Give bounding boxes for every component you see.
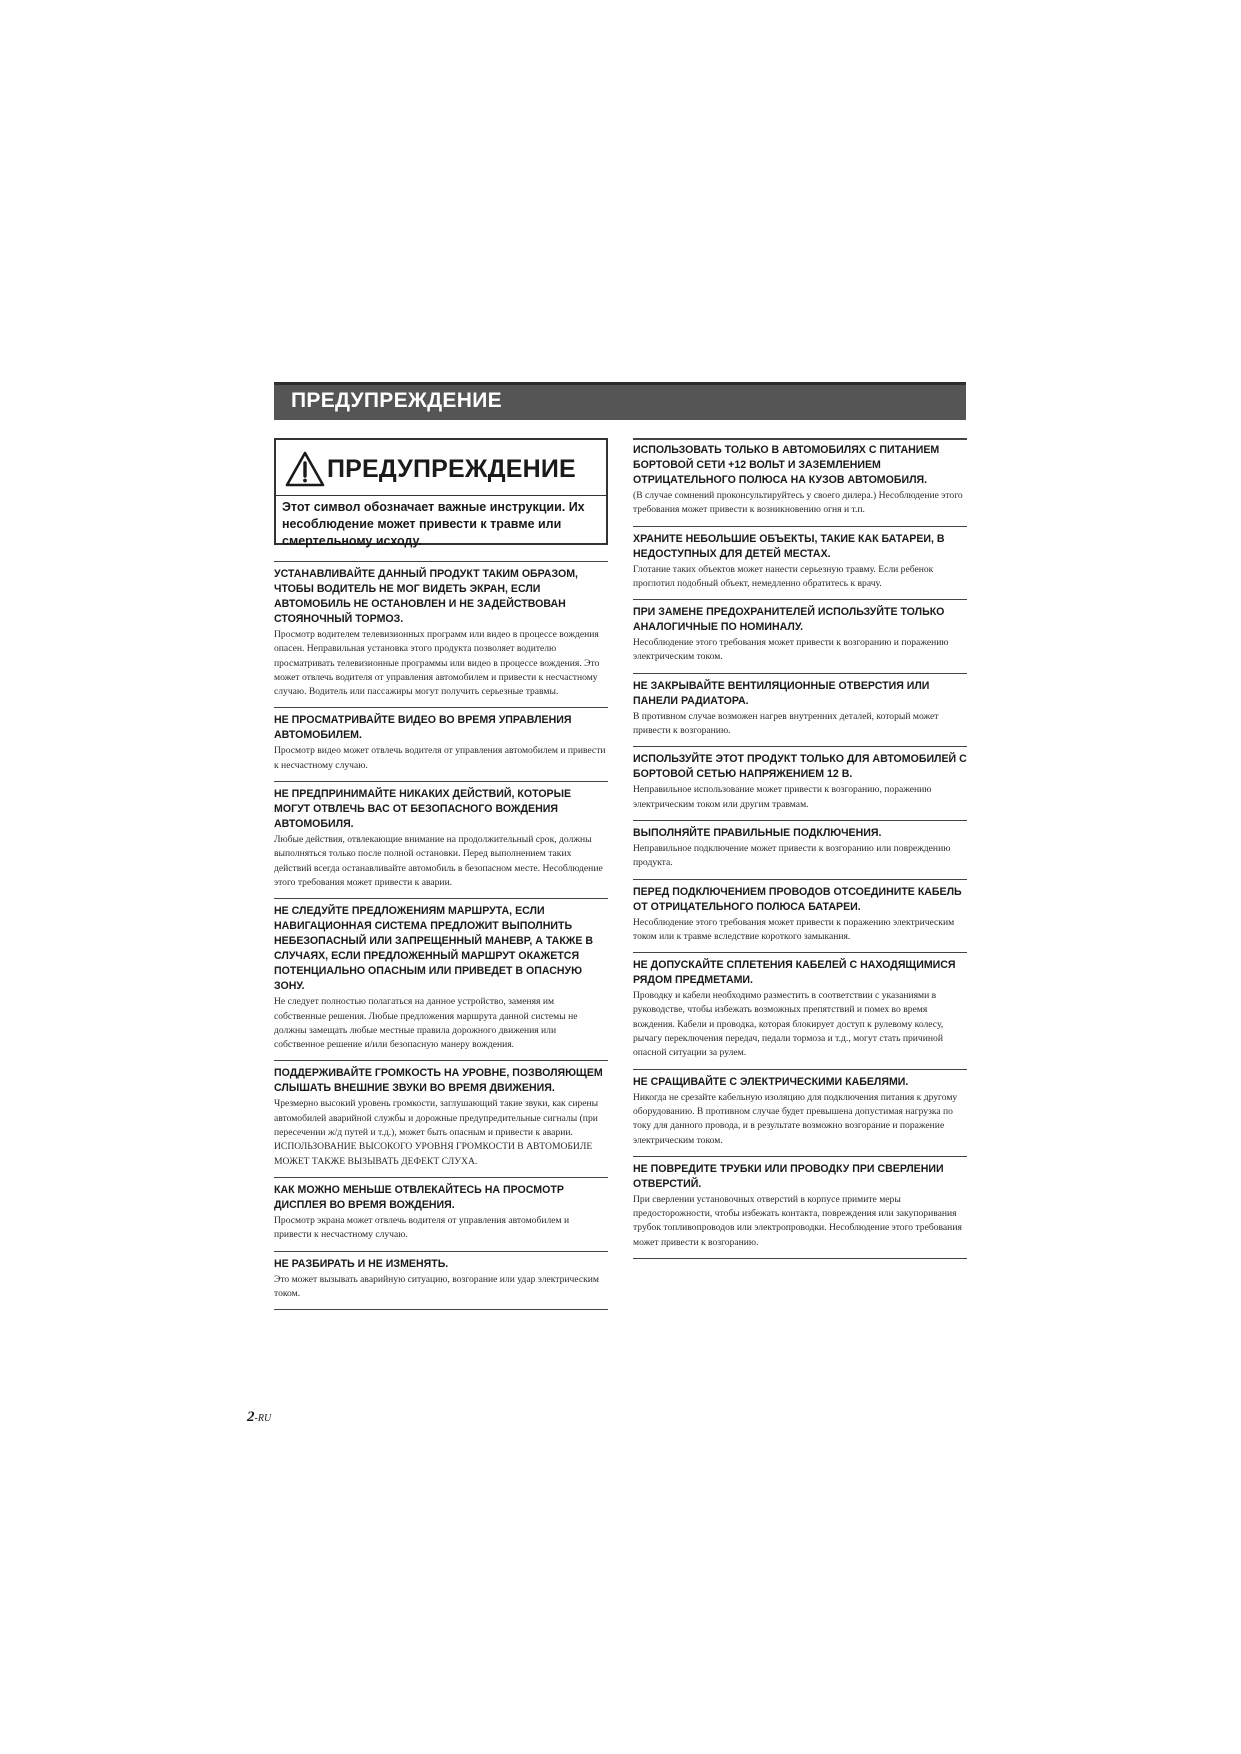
warning-box-text: Этот символ обозначает важные инструкции. Их несоблюдение может привести к травме или смертельному исходу. xyxy=(276,495,606,550)
warning-section xyxy=(633,438,967,526)
section-title: ПОДДЕРЖИВАЙТЕ ГРОМКОСТЬ НА УРОВНЕ, ПОЗВОЛЯЮЩЕМ СЛЫШАТЬ ВНЕШНИЕ ЗВУКИ ВО ВРЕМЯ ДВИЖЕНИЯ. xyxy=(274,1067,603,1095)
section-body: При сверлении установочных отверстий в корпусе примите меры предосторожности, чтобы избежать контакта, повреждения или закупоривания трубок топливопроводов или электропроводки. Несоблюдение этого требования может привести к возгоранию. xyxy=(633,1193,962,1248)
warning-section xyxy=(274,1060,608,1176)
warning-triangle-icon xyxy=(284,450,326,488)
section-body: Никогда не срезайте кабельную изоляцию для подключения питания к другому оборудованию. В противном случае будет превышена допустимая нагрузка по току для данного провода, и в результате возможно возгорание и поражение электрическим током. xyxy=(633,1091,958,1146)
section-body: Не следует полностью полагаться на данное устройство, заменяя им собственные решения. Любые предложения маршрута данной системы не должны замещать любые местные правила дорожного движения или собственное решение и/или безопасную манеру вождения. xyxy=(274,996,578,1051)
section-title: НЕ ПОВРЕДИТЕ ТРУБКИ ИЛИ ПРОВОДКУ ПРИ СВЕРЛЕНИИ ОТВЕРСТИЙ. xyxy=(633,1162,944,1190)
warning-section xyxy=(633,879,967,953)
warning-section xyxy=(633,1156,967,1259)
section-body: Глотание таких объектов может нанести серьезную травму. Если ребенок проглотил подобный объект, немедленно обратитесь к врачу. xyxy=(633,563,934,589)
section-title: ИСПОЛЬЗОВАТЬ ТОЛЬКО В АВТОМОБИЛЯХ С ПИТАНИЕМ БОРТОВОЙ СЕТИ +12 ВОЛЬТ И ЗАЗЕМЛЕНИЕМ ОТРИЦАТЕЛЬНОГО ПОЛЮСА НА КУЗОВ АВТОМОБИЛЯ. xyxy=(633,444,940,486)
warning-section xyxy=(274,1251,608,1311)
section-body: (В случае сомнений проконсультируйтесь у своего дилера.) Несоблюдение этого требования может привести к возникновению огня и т.п. xyxy=(633,490,963,516)
section-body: Это может вызывать аварийную ситуацию, возгорание или удар электрическим током. xyxy=(274,1273,599,1299)
section-title: КАК МОЖНО МЕНЬШЕ ОТВЛЕКАЙТЕСЬ НА ПРОСМОТР ДИСПЛЕЯ ВО ВРЕМЯ ВОЖДЕНИЯ. xyxy=(274,1183,564,1211)
section-title: НЕ СРАЩИВАЙТЕ С ЭЛЕКТРИЧЕСКИМИ КАБЕЛЯМИ. xyxy=(633,1075,909,1088)
section-body: Любые действия, отвлекающие внимание на продолжительный срок, должны выполняться только после полной остановки. Перед выполнением таких действий всегда останавливайте автомобиль в безопасном месте. Несоблюдение этого требования может привести к аварии. xyxy=(274,834,603,888)
warning-section xyxy=(274,561,608,707)
left-column xyxy=(274,438,608,1310)
warning-section xyxy=(274,1177,608,1251)
section-body: Несоблюдение этого требования может привести к возгоранию и поражению электрическим током. xyxy=(633,637,949,663)
section-body: Проводку и кабели необходимо разместить в соответствии с указаниями в руководстве, чтобы избежать возможных препятствий и помех во время вождения. Кабели и проводка, которая блокирует доступ к рулевому колесу, рычагу переключения передач, педали тормоза и т.д., могут стать причиной опасной ситуации за рулем. xyxy=(633,990,944,1059)
section-body: Просмотр видео может отвлечь водителя от управления автомобилем и привести к несчастному случаю. xyxy=(274,745,606,771)
section-body: В противном случае возможен нагрев внутренних деталей, который может привести к возгоранию. xyxy=(633,710,939,737)
warning-section xyxy=(274,781,608,898)
section-title: УСТАНАВЛИВАЙТЕ ДАННЫЙ ПРОДУКТ ТАКИМ ОБРАЗОМ, ЧТОБЫ ВОДИТЕЛЬ НЕ МОГ ВИДЕТЬ ЭКРАН, ЕСЛИ АВТОМОБИЛЬ НЕ ОСТАНОВЛЕН И НЕ ЗАДЕЙСТВОВАН СТОЯНОЧНЫЙ ТОРМОЗ. xyxy=(274,568,578,625)
section-title: ХРАНИТЕ НЕБОЛЬШИЕ ОБЪЕКТЫ, ТАКИЕ КАК БАТАРЕИ, В НЕДОСТУПНЫХ ДЛЯ ДЕТЕЙ МЕСТАХ. xyxy=(633,532,945,560)
warning-section xyxy=(633,746,967,820)
section-body: Неправильное подключение может привести к возгоранию или повреждению продукта. xyxy=(633,842,951,869)
section-title: НЕ ЗАКРЫВАЙТЕ ВЕНТИЛЯЦИОННЫЕ ОТВЕРСТИЯ ИЛИ ПАНЕЛИ РАДИАТОРА. xyxy=(633,679,930,707)
right-sections xyxy=(633,438,967,1259)
section-title: ВЫПОЛНЯЙТЕ ПРАВИЛЬНЫЕ ПОДКЛЮЧЕНИЯ. xyxy=(633,826,882,839)
warning-section xyxy=(633,1069,967,1156)
left-sections xyxy=(274,561,608,1310)
section-title: ПРИ ЗАМЕНЕ ПРЕДОХРАНИТЕЛЕЙ ИСПОЛЬЗУЙТЕ ТОЛЬКО АНАЛОГИЧНЫЕ ПО НОМИНАЛУ. xyxy=(633,606,945,634)
warning-section xyxy=(274,707,608,781)
page-number-value: 2 xyxy=(247,1409,255,1425)
right-column xyxy=(633,438,967,1259)
warning-box xyxy=(274,438,608,548)
section-body: Неправильное использование может привести к возгоранию, поражению электрическим током или другим травмам. xyxy=(633,784,932,810)
warning-box-header xyxy=(276,440,606,491)
banner-title: ПРЕДУПРЕЖДЕНИЕ xyxy=(291,389,502,412)
section-title: ПЕРЕД ПОДКЛЮЧЕНИЕМ ПРОВОДОВ ОТСОЕДИНИТЕ КАБЕЛЬ ОТ ОТРИЦАТЕЛЬНОГО ПОЛЮСА БАТАРЕИ. xyxy=(633,885,962,913)
page-banner xyxy=(274,382,966,420)
warning-section xyxy=(633,526,967,600)
section-title: НЕ ПРОСМАТРИВАЙТЕ ВИДЕО ВО ВРЕМЯ УПРАВЛЕНИЯ АВТОМОБИЛЕМ. xyxy=(274,714,572,742)
section-title: НЕ ПРЕДПРИНИМАЙТЕ НИКАКИХ ДЕЙСТВИЙ, КОТОРЫЕ МОГУТ ОТВЛЕЧЬ ВАС ОТ БЕЗОПАСНОГО ВОЖДЕНИЯ АВТОМОБИЛЯ. xyxy=(274,788,572,831)
section-body: Просмотр экрана может отвлечь водителя от управления автомобилем и привести к несчастному случаю. xyxy=(274,1214,570,1241)
warning-box-title: ПРЕДУПРЕЖДЕНИЕ xyxy=(327,454,576,483)
page-number xyxy=(247,1408,271,1426)
section-title: НЕ СЛЕДУЙТЕ ПРЕДЛОЖЕНИЯМ МАРШРУТА, ЕСЛИ НАВИГАЦИОННАЯ СИСТЕМА ПРЕДЛОЖИТ ВЫПОЛНИТЬ НЕБЕЗОПАСНЫЙ ИЛИ ЗАПРЕЩЕННЫЙ МАНЕВР, А ТАКЖЕ В СЛУЧАЯХ, ЕСЛИ ПРЕДЛОЖЕННЫЙ МАРШРУТ ОКАЖЕТСЯ ПОТЕНЦИАЛЬНО ОПАСНЫМ ИЛИ ПРИВЕДЕТ В ОПАСНУЮ ЗОНУ. xyxy=(274,905,594,993)
section-body: Просмотр водителем телевизионных программ или видео в процессе вождения опасен. Неправильная установка этого продукта позволяет водителю просматривать телевизионные программы или видео в процессе вождения. Это может отвлечь водителя от управления автомобилем и привести к несчастному случаю. Водитель или пассажиры могут получить серьезные травмы. xyxy=(274,629,600,698)
warning-section xyxy=(633,952,967,1068)
section-title: НЕ ДОПУСКАЙТЕ СПЛЕТЕНИЯ КАБЕЛЕЙ С НАХОДЯЩИМИСЯ РЯДОМ ПРЕДМЕТАМИ. xyxy=(633,959,956,987)
section-title: ИСПОЛЬЗУЙТЕ ЭТОТ ПРОДУКТ ТОЛЬКО ДЛЯ АВТОМОБИЛЕЙ С БОРТОВОЙ СЕТЬЮ НАПРЯЖЕНИЕМ 12 В. xyxy=(633,753,967,781)
warning-section xyxy=(274,898,608,1060)
warning-section xyxy=(633,599,967,673)
section-body: Несоблюдение этого требования может привести к поражению электрическим током или к травме вследствие короткого замыкания. xyxy=(633,916,955,942)
warning-section xyxy=(633,820,967,879)
section-title: НЕ РАЗБИРАТЬ И НЕ ИЗМЕНЯТЬ. xyxy=(274,1257,449,1270)
section-body: Чрезмерно высокий уровень громкости, заглушающий такие звуки, как сирены автомобилей аварийной службы и дорожные предупредительные сигналы (при пересечении ж/д путей и т.д.), может быть опасным и привести к аварии. ИСПОЛЬЗОВАНИЕ ВЫСОКОГО УРОВНЯ ГРОМКОСТИ В АВТОМОБИЛЕ МОЖЕТ ТАКЖЕ ВЫЗЫВАТЬ ДЕФЕКТ СЛУХА. xyxy=(274,1098,599,1167)
page-number-suffix: -RU xyxy=(254,1413,272,1424)
warning-section xyxy=(633,673,967,747)
